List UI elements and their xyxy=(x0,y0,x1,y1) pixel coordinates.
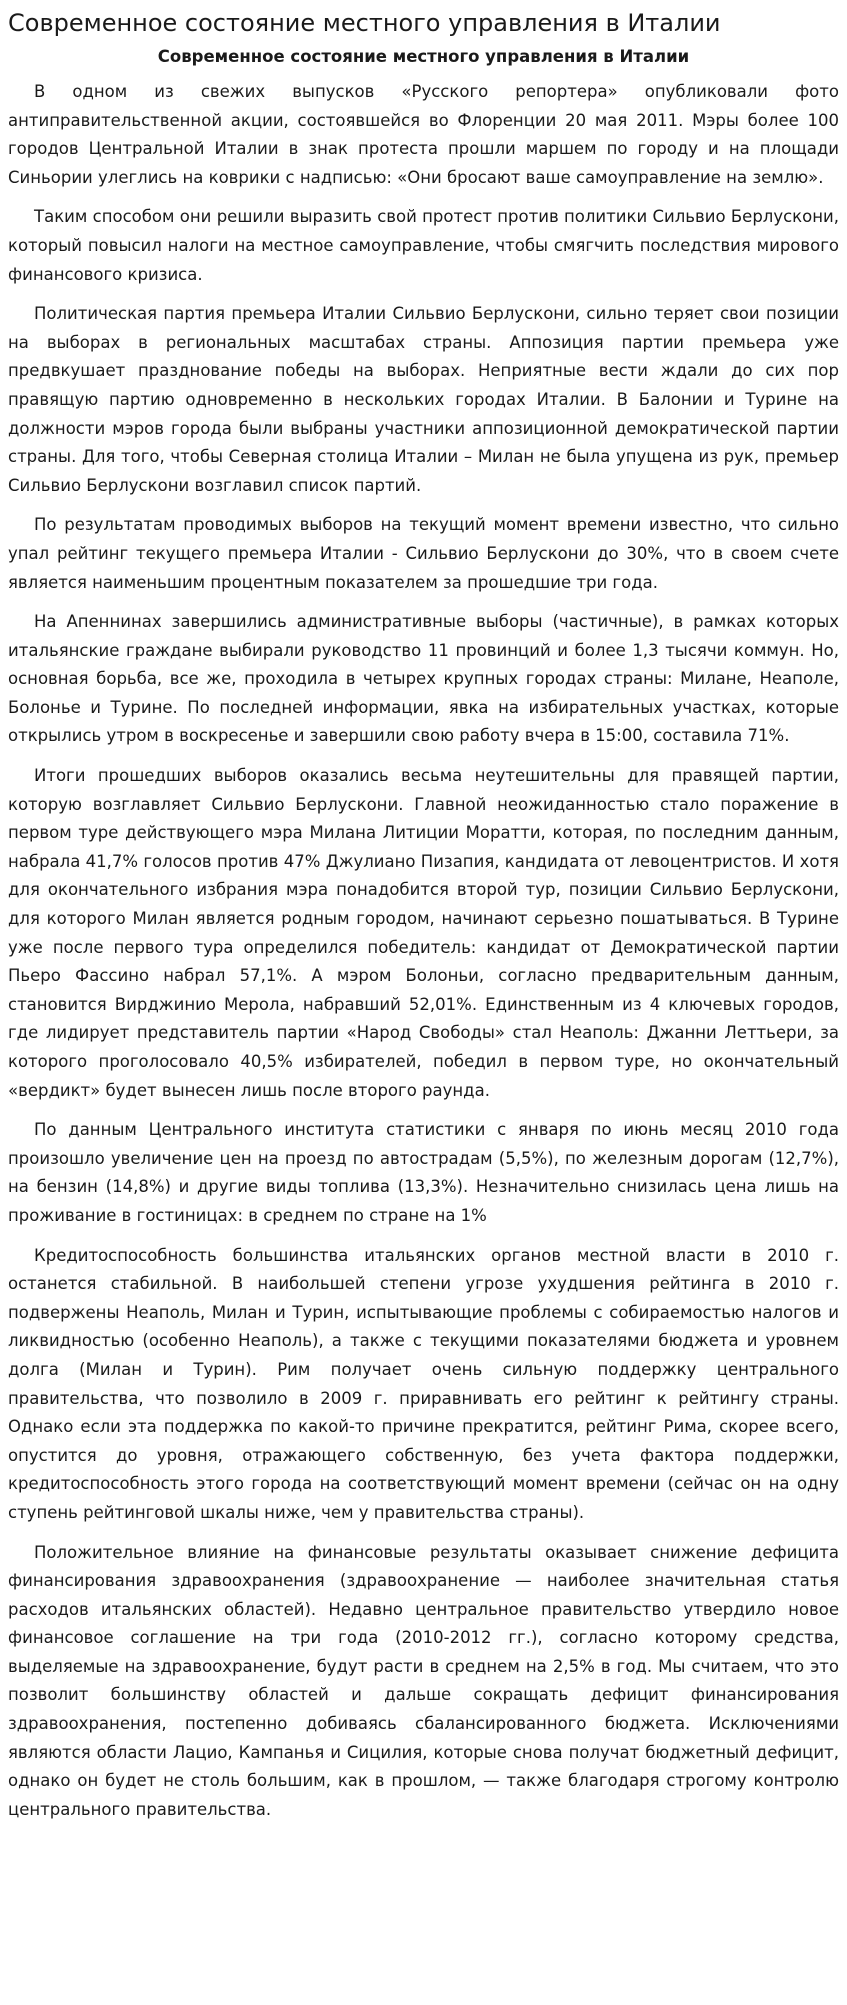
paragraph-5: На Апеннинах завершились административные выборы (частичные), в рамках которых итальянские граждане выбирали руководство 11 провинций и более 1,3 тысячи коммун. Но, основная борьба, все же, проходила в четырех крупных городах страны: Милане, Неаполе, Болонье и Турине. По последней информации, явка на избирательных участках, которые открылись утром в воскресенье и завершили свою работу вчера в 15:00, составила 71%. xyxy=(8,612,839,746)
paragraph-8: Кредитоспособность большинства итальянских органов местной власти в 2010 г. останется стабильной. В наибольшей степени угрозе ухудшения рейтинга в 2010 г. подвержены Неаполь, Милан и Турин, испытывающие проблемы с собираемостью налогов и ликвидностью (особенно Неаполь), а также с текущими показателями бюджета и уровнем долга (Милан и Турин). Рим получает очень сильную поддержку центрального правительства, что позволило в 2009 г. приравнивать его рейтинг к рейтингу страны. Однако если эта поддержка по какой-то причине прекратится, рейтинг Рима, скорее всего, опустится до уровня, отражающего собственную, без учета фактора поддержки, кредитоспособность этого города на соответствующий момент времени (сейчас он на одну ступень рейтинговой шкалы ниже, чем у правительства страны). xyxy=(8,1245,839,1522)
paragraph-3: Политическая партия премьера Италии Сильвио Берлускони, сильно теряет свои позиции на выборах в региональных масштабах страны. Аппозиция партии премьера уже предвкушает празднование победы на выборах. Неприятные вести ждали до сих пор правящую партию одновременно в нескольких городах Италии. В Балонии и Турине на должности мэров города были выбраны участники аппозиционной демократической партии страны. Для того, чтобы Северная столица Италии – Милан не была упущена из рук, премьер Сильвио Берлускони возглавил список партий. xyxy=(8,304,839,495)
paragraph-6: Итоги прошедших выборов оказались весьма неутешительны для правящей партии, которую возглавляет Сильвио Берлускони. Главной неожиданностью стало поражение в первом туре действующего мэра Милана Литиции Моратти, которая, по последним данным, набрала 41,7% голосов против 47% Джулиано Пизапия, кандидата от левоцентристов. И хотя для окончательного избрания мэра понадобится второй тур, позиции Сильвио Берлускони, для которого Милан является родным городом, начинают серьезно пошатываться. В Турине уже после первого тура определился победитель: кандидат от Демократической партии Пьеро Фассино набрал 57,1%. А мэром Болоньи, согласно предварительным данным, становится Вирджинио Мерола, набравший 52,01%. Единственным из 4 ключевых городов, где лидирует представитель партии «Народ Свободы» стал Неаполь: Джанни Леттьери, за которого проголосовало 40,5% избирателей, победил в первом туре, но окончательный «вердикт» будет вынесен лишь после второго раунда. xyxy=(8,766,839,1100)
paragraph-7: По данным Центрального института статистики с января по июнь месяц 2010 года произошло увеличение цен на проезд по автострадам (5,5%), по железным дорогам (12,7%), на бензин (14,8%) и другие виды топлива (13,3%). Незначительно снизилась цена лишь на проживание в гостиницах: в среднем по стране на 1% xyxy=(8,1120,839,1225)
article-title: Современное состояние местного управления в Италии xyxy=(157,47,690,66)
paragraph-9: Положительное влияние на финансовые результаты оказывает снижение дефицита финансирования здравоохранения (здравоохранение — наиболее значительная статья расходов итальянских областей). Недавно центральное правительство утвердило новое финансовое соглашение на три года (2010-2012 гг.), согласно которому средства, выделяемые на здравоохранение, будут расти в среднем на 2,5% в год. Мы считаем, что это позволит большинству областей и дальше сокращать дефицит финансирования здравоохранения, постепенно добиваясь сбалансированного бюджета. Исключениями являются области Лацио, Кампанья и Сицилия, которые снова получат бюджетный дефицит, однако он будет не столь большим, как в прошлом, — также благодаря строгому контролю центрального правительства. xyxy=(8,1542,839,1819)
article-body xyxy=(8,78,839,1824)
page-title: Современное состояние местного управления в Италии xyxy=(8,9,721,37)
paragraph-2: Таким способом они решили выразить свой протест против политики Сильвио Берлускони, который повысил налоги на местное самоуправление, чтобы смягчить последствия мирового финансового кризиса. xyxy=(8,207,839,284)
paragraph-4: По результатам проводимых выборов на текущий момент времени известно, что сильно упал рейтинг текущего премьера Италии - Сильвио Берлускони до 30%, что в своем счете является наименьшим процентным показателем за прошедшие три года. xyxy=(8,515,839,592)
paragraph-1: В одном из свежих выпусков «Русского репортера» опубликовали фото антиправительственной акции, состоявшейся во Флоренции 20 мая 2011. Мэры более 100 городов Центральной Италии в знак протеста прошли маршем по городу и на площади Синьории улеглись на коврики с надписью: «Они бросают ваше самоуправление на землю». xyxy=(8,82,839,187)
